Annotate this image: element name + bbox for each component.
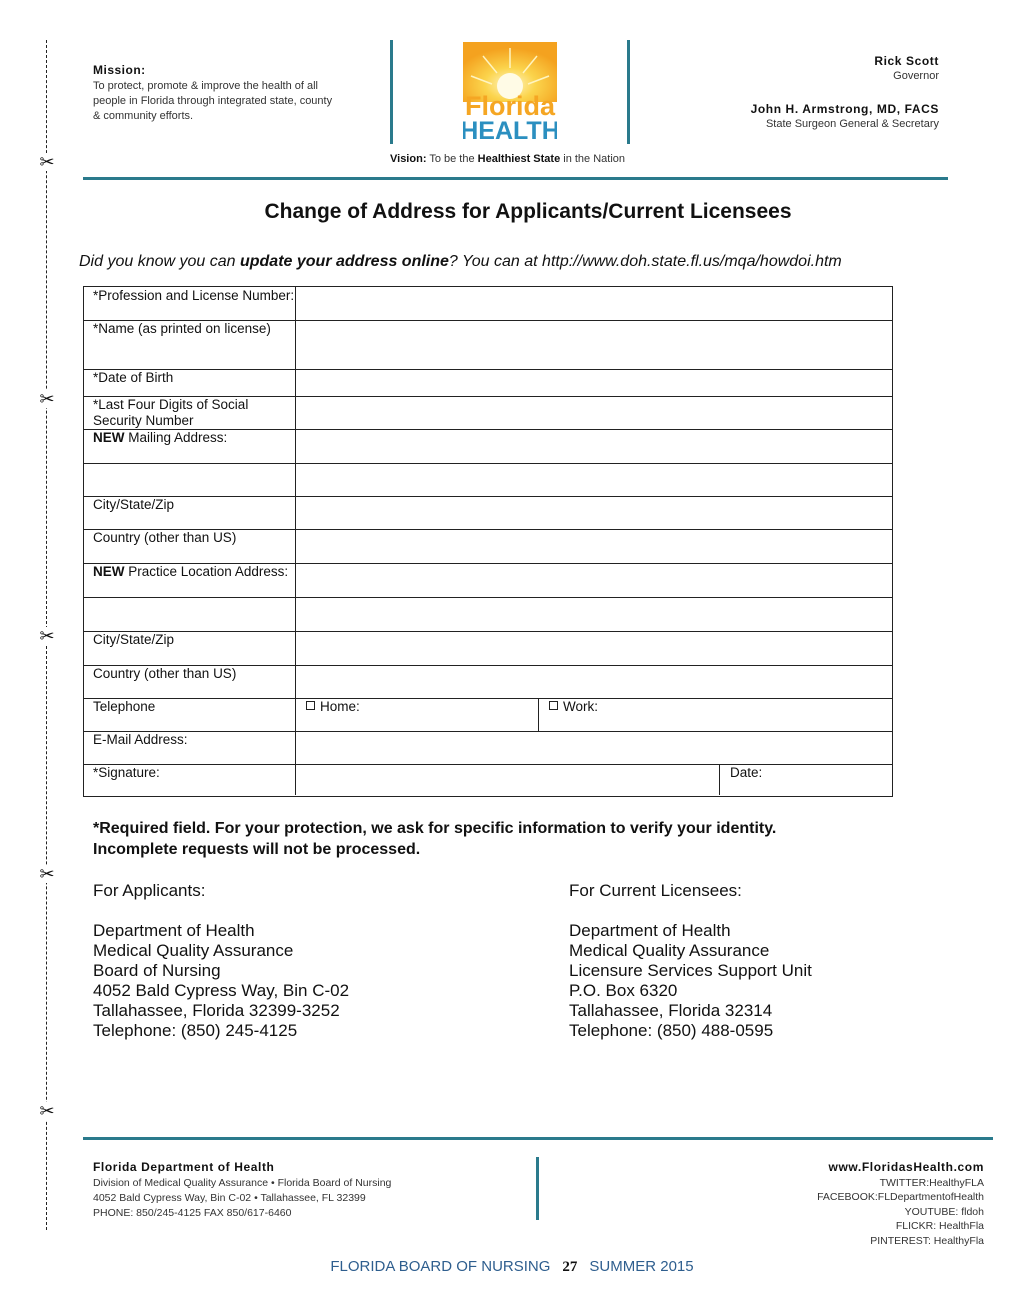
city-state-zip-label: City/State/Zip — [84, 496, 296, 529]
address-line: Department of Health — [569, 921, 731, 940]
mission-label: Mission — [93, 63, 142, 77]
sun-icon — [463, 42, 557, 142]
footer-social — [817, 1160, 984, 1249]
youtube-handle: YOUTUBE: fldoh — [904, 1205, 984, 1218]
footer-line: Division of Medical Quality Assurance • Florida Board of Nursing — [93, 1177, 392, 1189]
change-of-address-form — [83, 286, 893, 797]
scissors-icon: ✂ — [39, 1101, 55, 1121]
blank-label — [84, 463, 296, 496]
scissors-icon: ✂ — [39, 152, 55, 172]
footer-contact — [93, 1160, 391, 1221]
vision-text-bold: Healthiest State — [477, 153, 561, 165]
surgeon-general-title: State Surgeon General & Secretary — [765, 118, 939, 130]
governor-name: Rick Scott — [874, 54, 939, 68]
form-row-ssn — [84, 396, 892, 430]
home-phone-field[interactable] — [296, 698, 538, 731]
address-line: Department of Health — [93, 921, 255, 940]
form-row-practice-address-2 — [84, 597, 892, 632]
vision-text-post: in the Nation — [560, 153, 626, 165]
mailing-label-text: Mailing Address: — [124, 430, 228, 445]
form-row-telephone — [84, 698, 892, 732]
practice-address-label — [84, 563, 296, 597]
vision-label: Vision — [390, 153, 423, 165]
work-label: Work: — [563, 699, 599, 714]
online-note-post: ? You can at http://www.doh.state.fl.us/mqa/howdoi.htm — [448, 253, 842, 270]
logo-wordmark-health: HEALTH — [463, 117, 557, 142]
footer-line: PHONE: 850/245-4125 FAX 850/617-6460 — [93, 1207, 292, 1219]
online-note-bold: update your address online — [239, 253, 449, 270]
twitter-handle: TWITTER:HealthyFLA — [879, 1176, 984, 1189]
address-line: Telephone: (850) 245-4125 — [93, 1021, 298, 1040]
form-row-city-2 — [84, 631, 892, 666]
footer-line: 4052 Bald Cypress Way, Bin C-02 • Tallahassee, FL 32399 — [93, 1192, 366, 1204]
address-line: Licensure Services Support Unit — [569, 961, 812, 980]
telephone-label: Telephone — [84, 698, 296, 731]
vision-statement: Vision: To be the Healthiest State in the Nation — [390, 153, 626, 165]
form-row-city-1 — [84, 496, 892, 530]
address-line: Medical Quality Assurance — [93, 941, 294, 960]
address-line: 4052 Bald Cypress Way, Bin C-02 — [93, 981, 350, 1000]
work-phone-field[interactable] — [538, 698, 892, 731]
online-note-pre: Did you know you can — [79, 253, 240, 270]
form-row-mailing-address-2 — [84, 463, 892, 497]
email-label: E-Mail Address: — [84, 731, 296, 764]
footer-rule — [83, 1137, 993, 1140]
governor-title: Governor — [893, 70, 939, 82]
form-row-mailing-address — [84, 429, 892, 464]
logo-wordmark-florida: Florida — [464, 91, 556, 121]
address-line: Board of Nursing — [93, 961, 221, 980]
page-title: Change of Address for Applicants/Current Licensees — [264, 200, 792, 223]
signature-label: *Signature: — [84, 764, 296, 795]
header-rule — [83, 177, 948, 180]
mission-text: To protect, promote & improve the health of all people in Florida through integrated state, county & community efforts. — [93, 80, 333, 122]
header-divider — [627, 40, 630, 144]
scissors-icon: ✂ — [39, 864, 55, 884]
address-line: Telephone: (850) 488-0595 — [569, 1021, 774, 1040]
blank-label — [84, 597, 296, 631]
pinterest-handle: PINTEREST: HealthyFla — [870, 1234, 984, 1247]
form-row-country-1 — [84, 529, 892, 564]
profession-label: *Profession and License Number: — [84, 287, 296, 320]
officials-block — [751, 54, 939, 132]
mission-statement: Mission: To protect, promote & improve the health of all people in Florida through integrated state, county & community efforts. — [93, 63, 333, 122]
city-state-zip-label: City/State/Zip — [84, 631, 296, 665]
practice-label-text: Practice Location Address: — [124, 564, 289, 579]
checkbox-icon[interactable] — [549, 701, 558, 710]
applicants-heading: For Applicants: — [93, 881, 206, 900]
form-row-signature — [84, 764, 892, 795]
dob-label: *Date of Birth — [84, 369, 296, 396]
home-label: Home: — [320, 699, 360, 714]
date-label: Date: — [730, 765, 763, 780]
new-badge: NEW — [93, 564, 125, 579]
header-divider — [390, 40, 393, 144]
country-label: Country (other than US) — [84, 665, 296, 698]
applicants-address — [93, 921, 349, 1041]
scissors-icon: ✂ — [39, 626, 55, 646]
footer-org-name: Florida Department of Health — [93, 1160, 275, 1174]
required-note-line1: *Required field. For your protection, we ask for specific information to verify your identity. — [93, 820, 777, 837]
florida-health-logo — [463, 42, 557, 142]
new-badge: NEW — [93, 430, 125, 445]
form-row-email — [84, 731, 892, 765]
vision-text-pre: To be the — [429, 153, 478, 165]
scissors-icon: ✂ — [39, 389, 55, 409]
address-line: P.O. Box 6320 — [569, 981, 678, 1000]
publication-name: FLORIDA BOARD OF NURSING — [330, 1258, 551, 1275]
mailing-address-label — [84, 429, 296, 463]
address-line: Medical Quality Assurance — [569, 941, 770, 960]
form-row-name — [84, 320, 892, 370]
licensees-heading: For Current Licensees: — [569, 881, 742, 900]
checkbox-icon[interactable] — [306, 701, 315, 710]
name-label: *Name (as printed on license) — [84, 320, 296, 369]
page-number: 27 — [562, 1259, 578, 1275]
form-row-profession — [84, 287, 892, 321]
issue-name: SUMMER 2015 — [589, 1258, 694, 1275]
online-update-note — [79, 253, 842, 271]
facebook-handle: FACEBOOK:FLDepartmentofHealth — [817, 1191, 984, 1204]
address-line: Tallahassee, Florida 32399-3252 — [93, 1001, 340, 1020]
licensees-address — [569, 921, 812, 1041]
footer-divider — [536, 1157, 539, 1220]
flickr-handle: FLICKR: HealthFla — [895, 1220, 984, 1233]
address-line: Tallahassee, Florida 32314 — [569, 1001, 773, 1020]
form-row-practice-address — [84, 563, 892, 598]
form-row-country-2 — [84, 665, 892, 699]
date-field[interactable] — [719, 764, 892, 795]
website-link[interactable]: www.FloridasHealth.com — [828, 1160, 984, 1174]
required-note-line2: Incomplete requests will not be processed. — [93, 841, 421, 858]
country-label: Country (other than US) — [84, 529, 296, 563]
page-footer — [0, 1258, 1024, 1276]
form-row-dob — [84, 369, 892, 397]
ssn-label: *Last Four Digits of Social Security Number — [84, 396, 296, 429]
required-field-note — [93, 818, 776, 860]
surgeon-general-name: John H. Armstrong, MD, FACS — [750, 102, 939, 116]
